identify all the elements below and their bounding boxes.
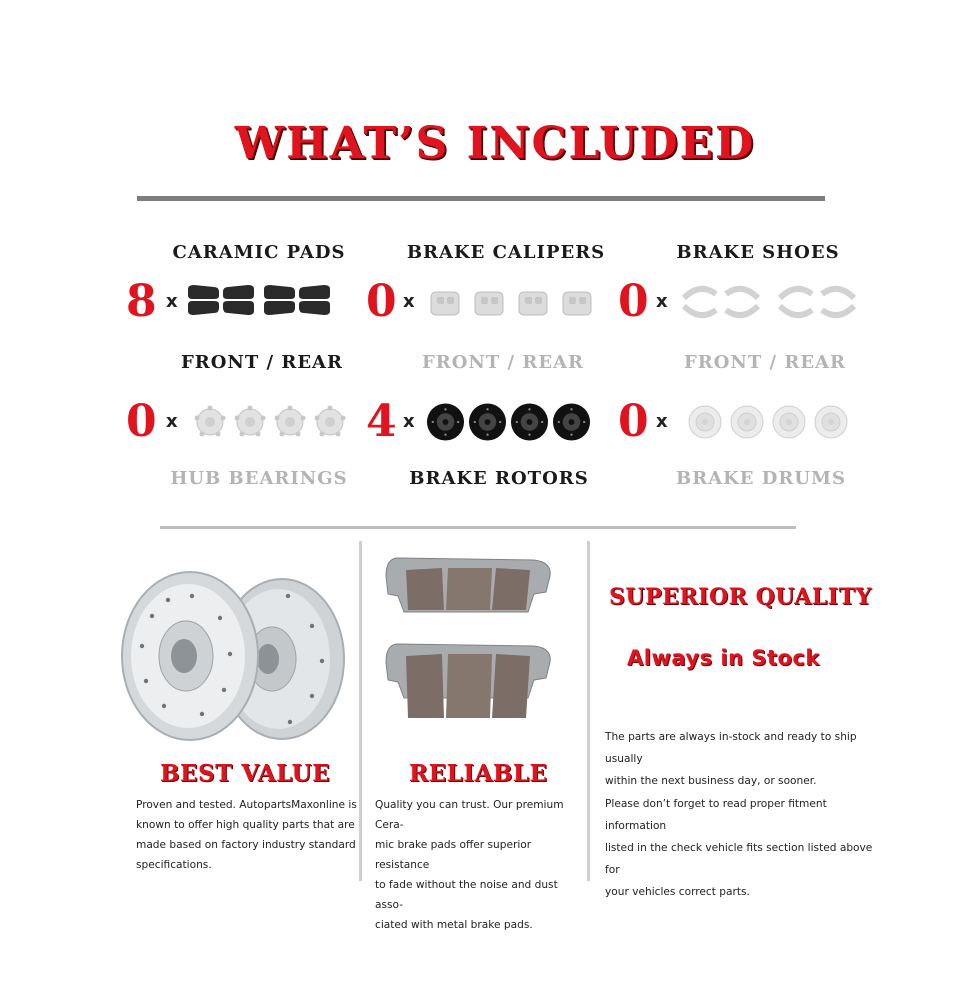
fitment-text: [605, 793, 885, 903]
times-sign: x: [403, 411, 415, 432]
count-brake-shoes: 0: [618, 276, 649, 327]
brake-pad-icon: [186, 283, 256, 317]
best-value-text: [136, 795, 360, 875]
label-brake-rotors: BRAKE ROTORS: [409, 468, 589, 489]
hub-bearing-icon: [192, 404, 228, 440]
text-line: Please don’t forget to read proper fitment information: [605, 798, 827, 832]
title-divider: [137, 196, 825, 201]
hub-bearing-icon: [272, 404, 308, 440]
times-sign: x: [166, 291, 178, 312]
hub-bearing-icon: [232, 404, 268, 440]
reliable-text: [375, 795, 587, 935]
label-calipers-position: FRONT / REAR: [422, 352, 584, 373]
brake-shoe-icon: [682, 282, 762, 322]
best-value-heading: BEST VALUE: [160, 760, 331, 787]
count-hub-bearings: 0: [126, 396, 157, 447]
text-line: mic brake pads offer superior resistance: [375, 839, 532, 871]
count-brake-calipers: 0: [366, 276, 397, 327]
section-divider: [160, 526, 796, 529]
text-line: ciated with metal brake pads.: [375, 919, 533, 931]
brake-rotor-icon: [426, 402, 465, 442]
brake-rotor-icon: [468, 402, 507, 442]
count-ceramic-pads: 8: [126, 276, 157, 327]
brake-caliper-icon-group: [428, 288, 594, 318]
brake-rotor-icon-group: [426, 402, 591, 442]
brake-pad-icon-group: [186, 283, 332, 317]
label-brake-drums: BRAKE DRUMS: [676, 468, 846, 489]
brake-drum-icon: [688, 405, 722, 439]
count-brake-drums: 0: [618, 396, 649, 447]
label-brake-calipers: BRAKE CALIPERS: [406, 242, 606, 263]
text-line: made based on factory industry standard: [136, 839, 356, 851]
label-pads-position: FRONT / REAR: [181, 352, 343, 373]
brake-caliper-icon: [560, 288, 594, 318]
always-in-stock-heading: Always in Stock: [627, 646, 820, 670]
brake-caliper-icon: [516, 288, 550, 318]
text-line: The parts are always in-stock and ready to ship usually: [605, 731, 857, 765]
brake-pads-image: [384, 552, 556, 728]
count-brake-rotors: 4: [366, 396, 397, 447]
text-line: within the next business day, or sooner.: [605, 775, 817, 787]
brake-drum-icon: [730, 405, 764, 439]
column-divider: [587, 541, 590, 881]
brake-shoe-icon-group: [682, 282, 858, 322]
text-line: to fade without the noise and dust asso-: [375, 879, 558, 911]
reliable-heading: RELIABLE: [409, 760, 548, 787]
text-line: known to offer high quality parts that are: [136, 819, 355, 831]
hub-bearing-icon: [312, 404, 348, 440]
brake-drum-icon: [772, 405, 806, 439]
rotor-pair-image: [112, 566, 356, 746]
text-line: your vehicles correct parts.: [605, 886, 750, 898]
brake-drum-icon-group: [688, 405, 848, 439]
label-hub-bearings: HUB BEARINGS: [170, 468, 348, 489]
times-sign: x: [403, 291, 415, 312]
times-sign: x: [656, 291, 668, 312]
brake-caliper-icon: [428, 288, 462, 318]
brake-rotor-icon: [510, 402, 549, 442]
hub-bearing-icon-group: [192, 404, 348, 440]
text-line: listed in the check vehicle fits section listed above for: [605, 842, 873, 876]
times-sign: x: [166, 411, 178, 432]
brake-drum-icon: [814, 405, 848, 439]
text-line: Quality you can trust. Our premium Cera-: [375, 799, 564, 831]
stock-text: [605, 726, 885, 792]
text-line: specifications.: [136, 859, 212, 871]
brake-pad-icon: [262, 283, 332, 317]
brake-caliper-icon: [472, 288, 506, 318]
text-line: Proven and tested. AutopartsMaxonline is: [136, 799, 357, 811]
label-brake-shoes: BRAKE SHOES: [676, 242, 840, 263]
superior-quality-heading: SUPERIOR QUALITY: [609, 584, 872, 610]
times-sign: x: [656, 411, 668, 432]
label-ceramic-pads: CARAMIC PADS: [172, 242, 346, 263]
brake-shoe-icon: [778, 282, 858, 322]
label-shoes-position: FRONT / REAR: [684, 352, 846, 373]
page-title: WHAT’S INCLUDED: [234, 118, 756, 169]
brake-rotor-icon: [552, 402, 591, 442]
